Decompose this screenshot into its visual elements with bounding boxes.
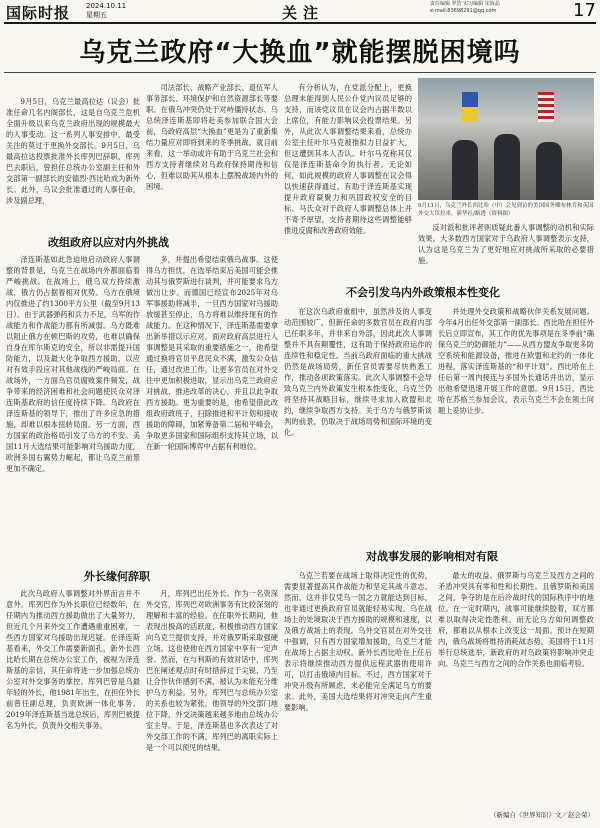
- subheading-resignation: 外长缘何辞职: [84, 570, 150, 583]
- paragraph: 此次乌政府人事调整对外界而言并不意外。库列巴作为外长职位已经数年，在任期内为推动西方援助做出了大量努力，但近几个月来外交工作遭遇重重困难，一些西方国家对乌援助出现迟疑。在泽连斯基看来，外交工作需要新面孔，新外长西比哈长期在总统办公室工作，被视为泽连斯基的亲信，其任命将进一步加强总统办公室对外交事务的掌控。库列巴曾是乌最年轻的外长，他1981年出生，在担任外长前曾任副总理，负责欧洲一体化事务。2019年泽连斯基当选总统后，库列巴被提名为外长，负责外交相关事务。: [6, 589, 140, 730]
- paragraph: 多，并提出希望结束俄乌战事。这使得乌方担忧，在选举结束后美国可能会推动其与俄罗斯进行谈判，并可能要求乌方做出让步。而德国已经宣布2025年对乌军事援助将减半，一旦西方国家对乌援助放缓甚至停止，乌方将难以维持现有的作战能力。在这种情况下，泽连斯基需要拿出新举措以示应对。面对政府高层进行人事调整是其采取的重要措施之一，他希望通过换将官员平息民众不满，激发公众信任，通过改进工作，让更多官员在对外交往中更加积极进取，显示出乌克兰政府应对挑战、推进改革的决心，并且以此争取西方援助。更为重要的是，他希望借此改组政府政班子，扫除推进和平计划和接收援助的障碍，加紧筹备第二届和平峰会，争取更多国家和国际组织支持其立场，以在新一轮国际博弈中占据有利地位。: [146, 255, 278, 451]
- subheading-restructure: 改组政府以应对内外挑战: [48, 236, 169, 249]
- paragraph: 月，库列巴出任外长。作为一名资深外交官，库列巴对欧洲事务有比较深刻的理解和丰富的经验。在任职外长期间，他表现出极高的活跃度，积极推动西方国家向乌克兰提供支持，并对俄罗斯采取强硬立场。这也使他在西方国家中享有一定声誉。然而，在与利斯的有效对话中，库列巴在阐述观点时有时措辞过于尖锐，乃至让合作伙伴感到不满，被认为未能充分维护乌方利益。另外，库列巴与总统办公室的关系也较为紧张，他领导的外交部门地位下降，外交决策越来越多地由总统办公室主导。于是，泽连斯基也多次表达了对外交部工作的不满，库列巴的离职实际上是一个可以预见的结果。: [146, 589, 278, 752]
- paragraph: 有分析认为，在党派分配上，更换总理未能得到人民公仆党内议员足够的支持，而该党议员在议会内占据半数以上席位，有能力影响议会投票结果。另外，从此次人事调整结果来看，总统办公室主任叶尔马克被推拟力目益扩大，但这遭到其本人否认。叶尔马克称其仅仅是泽连斯基命令的执行者。无论如何，如此规模的政府人事调整在议会得以快速获得通过，有助于泽连斯基实现提升政府凝聚力和巩固政权安全的目标。马氏众对于政府人事调整总体上并不寄予厚望，支持者期待这些调整能够推进反腐和改善政府效能。: [284, 83, 412, 235]
- column-left-1: [6, 254, 140, 554]
- column-bottom-1: [6, 588, 140, 822]
- paragraph: 司法部长、战略产业部长、退伍军人事务部长、环境保护和自然资源部长等要职。在俄乌冲突仍处于对峙僵持状态、乌总统泽连斯基即将赴美参加联合国大会前，乌政府高层“大换血”更是为了重新集结力量应对即将到来的冬季挑战。就目前来看，这一举动或许有助于乌克兰社会和西方支持者继续对乌政府保持期待和信心，但难以助其从根本上摆脱战场内外的困境。: [146, 83, 278, 191]
- column-bottom-4: [438, 570, 594, 808]
- paragraph: 泽连斯基如此急迫地启动政府人事调整的背景是，乌克兰在战场内外都面临着严峻挑战。在战场上，俄乌双方持续激战，俄方仍占据着相对优势。乌方在俄境内仅推进了约1300平方公里（截至9月13日）。由于武器弹药和兵力不足，乌军的作战能力和作战能力都有所减弱。乌方既难以阻止俄方在顿巴斯的攻势，也难以确保自身在库尔斯克的安全，所以非需提升国防能力，以及最大化争取西方援助，以应对有效手段应对其他战线的严峻局面。在战场外，一方面乌官员腐败案件频发，战争带来的经济困难和社会问题使民众对泽连斯基政府的信任度持续下降。乌政府在泽连斯基的领导下，推出了许多应急的措施，却难以根本扭转局面。另一方面，西方国家的政治格局引发了乌方的不安。美国11月大选结果可能影响对乌援助力度，欧洲多国右翼势力崛起，都让乌克兰前景更加不确定。: [6, 255, 140, 473]
- paragraph: 9月5日，乌克兰最高拉达（议会）批准任命几名内阁部长，这是自乌克兰危机全面升级以来乌克兰政府出现的规模最大的人事变动。这一系列人事安排中，最受关注的莫过于更换外交部长。9月5日，乌最高拉达投票批准外长库列巴辞职，库列巴去职后，曾担任总统办公室副主任和外交部第一副部长的安德烈·西比哈成为新外长。此外，乌议会批准通过的人事任命，涉及副总理、: [6, 97, 140, 205]
- issue-date: [86, 2, 126, 20]
- paragraph: 反对派和批评者则质疑此番人事调整的动机和实际效果。大多数西方国家对于乌政府人事调整表示支持，认为这是乌克兰为了更好地应对挑战所采取的必要措施。: [418, 223, 594, 265]
- headline-rule: [4, 72, 596, 73]
- column-bottom-3: [284, 570, 432, 822]
- newspaper-logo: 国际时报: [6, 4, 71, 22]
- column-intro-3: [284, 82, 412, 280]
- column-intro-2: [146, 82, 278, 214]
- headline: 乌克兰政府“大换血”就能摆脱困境吗: [79, 38, 521, 68]
- paragraph: 在这次乌政府重组中，虽然涉及的人事变动范围较广，但新任命的多数官员在政府内部已任职多年，并非来自外部，因此此次人事调整并不具有颠覆性，这有助于保持政府运作的连续性和稳定性。当前乌政府面临的重大挑战仍然是战场局势，新任官员需要尽快熟悉工作，推动各项政策落实。此次人事调整不会导致乌克兰内外政策发生根本性变化，乌克兰仍将坚持其战略目标，继续寻求加入欧盟和北约，继续争取西方支持。关于乌方与俄罗斯谈判的前景，仍取决于战场局势和国际环境的变化。: [284, 307, 432, 437]
- subheading-impact: 对战事发展的影响相对有限: [366, 550, 498, 563]
- column-right-1: [284, 306, 432, 538]
- section-title: 关注: [282, 4, 325, 22]
- person-figure: [494, 134, 520, 200]
- masthead-rule: [4, 22, 596, 24]
- masthead: [0, 0, 600, 22]
- subheading-policy: 不会引发乌内外政策根本性变化: [346, 286, 500, 299]
- column-intro-1: [6, 96, 140, 216]
- flag-shape: [462, 92, 478, 122]
- page-number: 17: [573, 0, 596, 21]
- flag-shape: [538, 92, 554, 122]
- person-figure: [536, 142, 562, 200]
- editor-info: [430, 1, 500, 15]
- editor-names: 责任编辑 罗浩 实习编辑 宋海晶: [430, 1, 500, 7]
- column-left-2: [146, 254, 278, 554]
- weekday-line: 星期五: [86, 11, 107, 19]
- paragraph: 并处理外交政策和战略伙伴关系发展问题。今年4月出任外交部第一副部长。西比哈在担任外长后立即宣布，其工作的优先事项是在冬季前“确保乌克兰的防御能力”——从西方盟友争取更多防空系统和能源设备，推进在欧盟和北约的一体化进程，落实泽连斯基的“和平计划”。西比哈在上任后第一周内接连与多国外长通话并出访，显示出他希望迅速开展工作的意愿。9月15日，西比哈在苏格兰参加会议，表示乌克兰不会在领土问题上妥协让步。: [438, 307, 594, 415]
- paragraph: 乌克兰若要在战场上取得决定性的优势，需要显著提高其作战能力和坚定其战斗意志。然而，这并非仅凭乌一国之力就能达到目标，也非通过更换政府官员就能轻易实现。乌在战场上的处境取决于西方援助的规模和速度，以及俄方战场上的表现。乌外交官员在对外交往中强调，只有西方国家增加援助，乌克兰才能在战场上占据主动权。新外长西比哈在上任后表示将继续推动西方提供远程武器的使用许可，以打击俄境内目标。不过，西方国家对于冲突升级有所顾虑，未必能完全满足乌方的要求。此外，美国大选结果将对冲突走向产生重要影响。: [284, 571, 432, 712]
- column-right-2: [438, 306, 594, 538]
- column-bottom-2: [146, 588, 278, 822]
- date-line: 2024.10.11: [86, 2, 127, 10]
- person-figure: [452, 140, 478, 200]
- photo-caption: 9月11日，乌克兰外长西比哈（中）会见到访的美国国务卿布林肯和英国外交大臣拉米。新华社/路透（资料图）: [418, 203, 594, 217]
- paragraph: 最大的收益。俄罗斯与乌克兰及西方之间的矛盾冲突具有零和性和长期性。且俄罗斯和美国之间，争夺的是在后冷战时代的国际秩序中的地位。在一定时期内，战事可能继续胶着，双方都难以取得决定性胜利。而无论乌方如何调整政府，都难以从根本上改变这一局面。预计在短期内，俄乌战场将维持消耗战态势。美国将于11月举行总统选举，新政府的对乌政策将影响冲突走向。乌克兰与西方之间的合作关系也面临考验。: [438, 571, 594, 668]
- news-photo: [418, 78, 594, 200]
- column-intro-4: [418, 222, 594, 280]
- editor-email: e-mail:83698291@qq.com: [430, 8, 497, 14]
- byline: （新编自《世界知识》文／赵会荣）: [490, 811, 594, 819]
